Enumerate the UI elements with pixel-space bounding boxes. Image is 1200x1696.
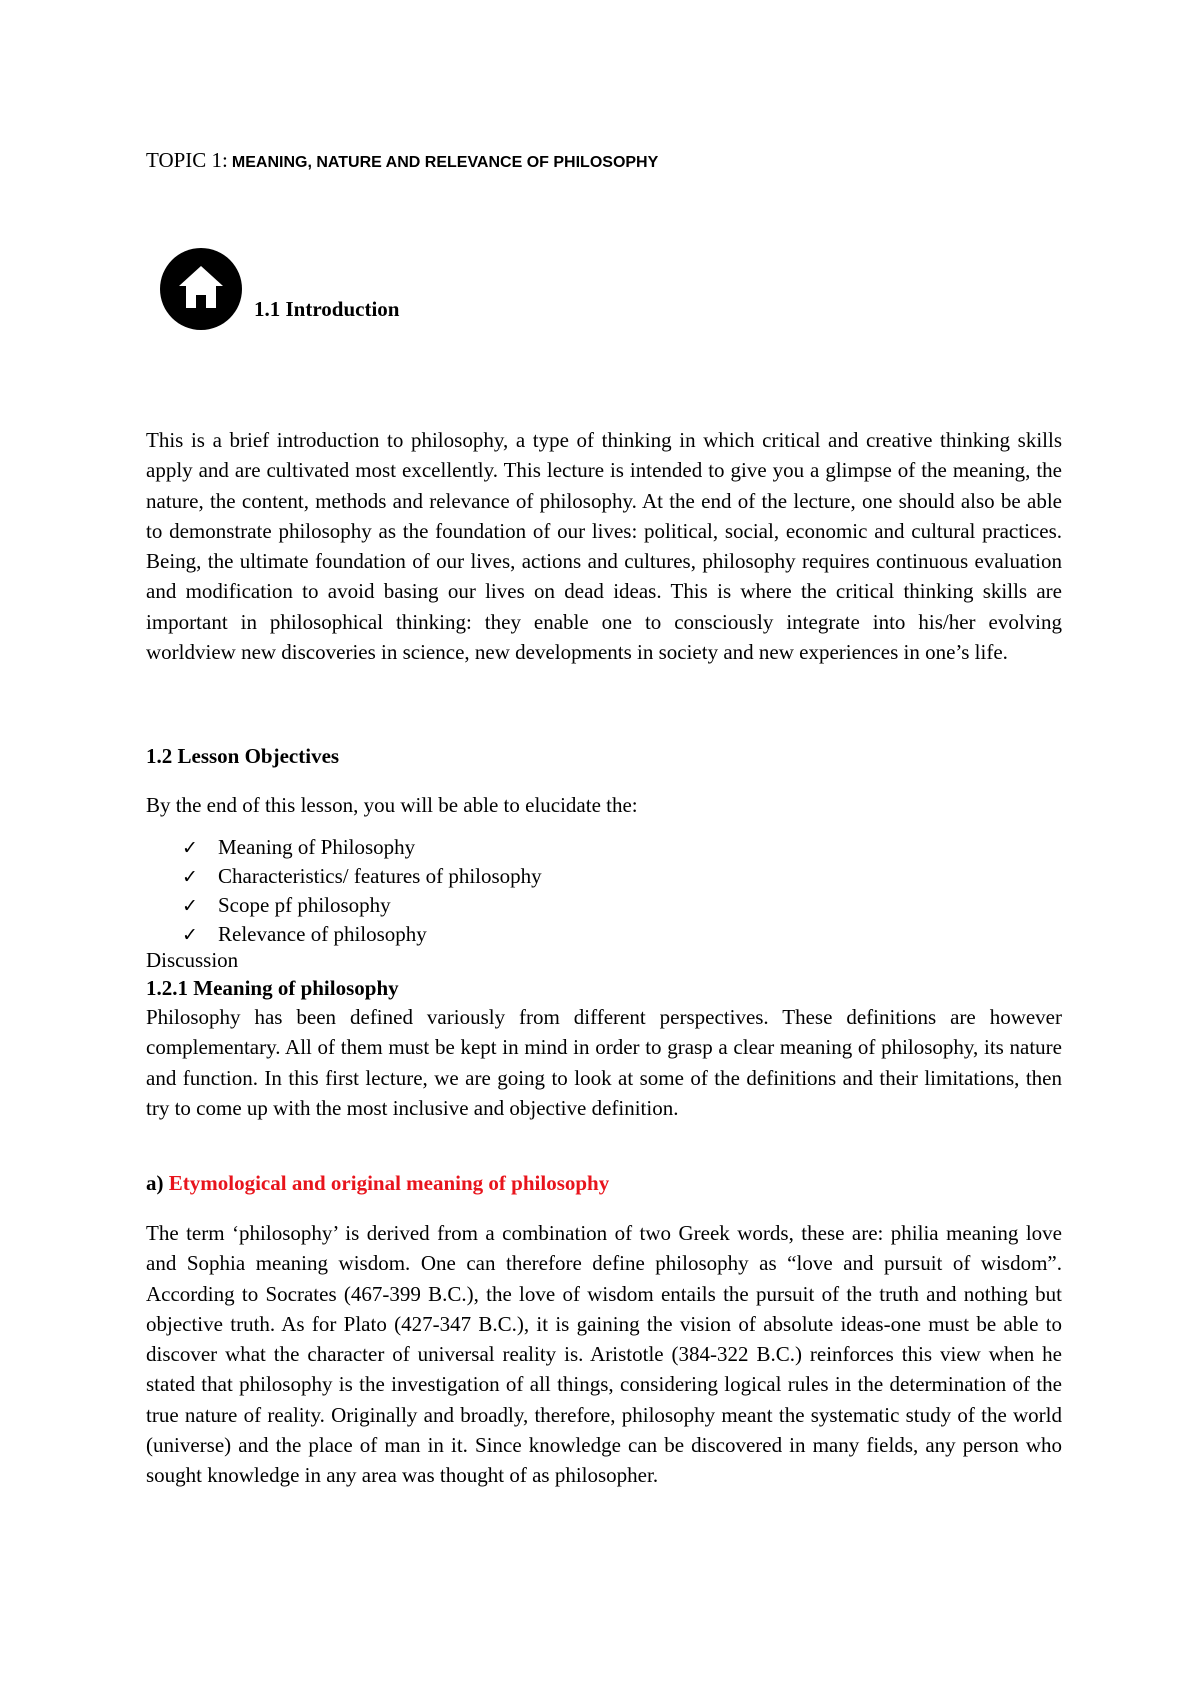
etymology-marker: a) bbox=[146, 1171, 164, 1195]
objective-text: Meaning of Philosophy bbox=[218, 835, 416, 859]
check-icon: ✓ bbox=[182, 924, 198, 946]
home-icon bbox=[160, 248, 242, 330]
topic-heading bbox=[146, 148, 658, 173]
list-item bbox=[182, 833, 542, 862]
intro-heading: 1.1 Introduction bbox=[254, 297, 400, 321]
meaning-paragraph: Philosophy has been defined variously from different perspectives. These definitions are however complementary. All of them must be kept in mind in order to grasp a clear meaning of philosophy, its nature and function. In this first lecture, we are going to look at some of the definitions and their limitations, then try to come up with the most inclusive and objective definition. bbox=[146, 1005, 1062, 1120]
objective-text: Relevance of philosophy bbox=[218, 922, 427, 946]
discussion-label: Discussion bbox=[146, 948, 239, 972]
check-icon: ✓ bbox=[182, 866, 198, 888]
topic-title: MEANING, NATURE AND RELEVANCE OF PHILOSOPHY bbox=[231, 154, 659, 171]
objectives-heading: 1.2 Lesson Objectives bbox=[146, 744, 340, 768]
meaning-heading: 1.2.1 Meaning of philosophy bbox=[146, 976, 399, 1000]
intro-paragraph: This is a brief introduction to philosophy, a type of thinking in which critical and creative thinking skills apply and are cultivated most excellently. This lecture is intended to give you a glimpse of the meaning, the nature, the content, methods and relevance of philosophy. At the end of the lecture, one should also be able to demonstrate philosophy as the foundation of our lives: political, social, economic and cultural practices. Being, the ultimate foundation of our lives, actions and cultures, philosophy requires continuous evaluation and modification to avoid basing our lives on dead ideas. This is where the critical thinking skills are important in philosophical thinking: they enable one to consciously integrate into his/her evolving worldview new discoveries in science, new developments in society and new experiences in one’s life. bbox=[146, 428, 1062, 665]
objectives-list bbox=[182, 833, 542, 949]
topic-prefix: TOPIC 1: bbox=[146, 148, 228, 172]
etymology-heading bbox=[146, 1171, 609, 1196]
objectives-lead: By the end of this lesson, you will be able to elucidate the: bbox=[146, 793, 638, 817]
list-item bbox=[182, 862, 542, 891]
objective-text: Scope pf philosophy bbox=[218, 893, 391, 917]
objective-text: Characteristics/ features of philosophy bbox=[218, 864, 542, 888]
etymology-paragraph: The term ‘philosophy’ is derived from a combination of two Greek words, these are: philia meaning love and Sophia meaning wisdom. One can therefore define philosophy as “love and pursuit of wisdom”. According to Socrates (467-399 B.C.), the love of wisdom entails the pursuit of the truth and nothing but objective truth. As for Plato (427-347 B.C.), it is gaining the vision of absolute ideas-one must be able to discover what the character of universal reality is. Aristotle (384-322 B.C.) reinforces this view when he stated that philosophy is the investigation of all things, considering logical rules in the determination of the true nature of reality. Originally and broadly, therefore, philosophy meant the systematic study of the world (universe) and the place of man in it. Since knowledge can be discovered in many fields, any person who sought knowledge in any area was thought of as philosopher. bbox=[146, 1221, 1062, 1488]
list-item bbox=[182, 920, 542, 949]
list-item bbox=[182, 891, 542, 920]
etymology-title: Etymological and original meaning of philosophy bbox=[168, 1171, 610, 1195]
check-icon: ✓ bbox=[182, 895, 198, 917]
check-icon: ✓ bbox=[182, 837, 198, 859]
